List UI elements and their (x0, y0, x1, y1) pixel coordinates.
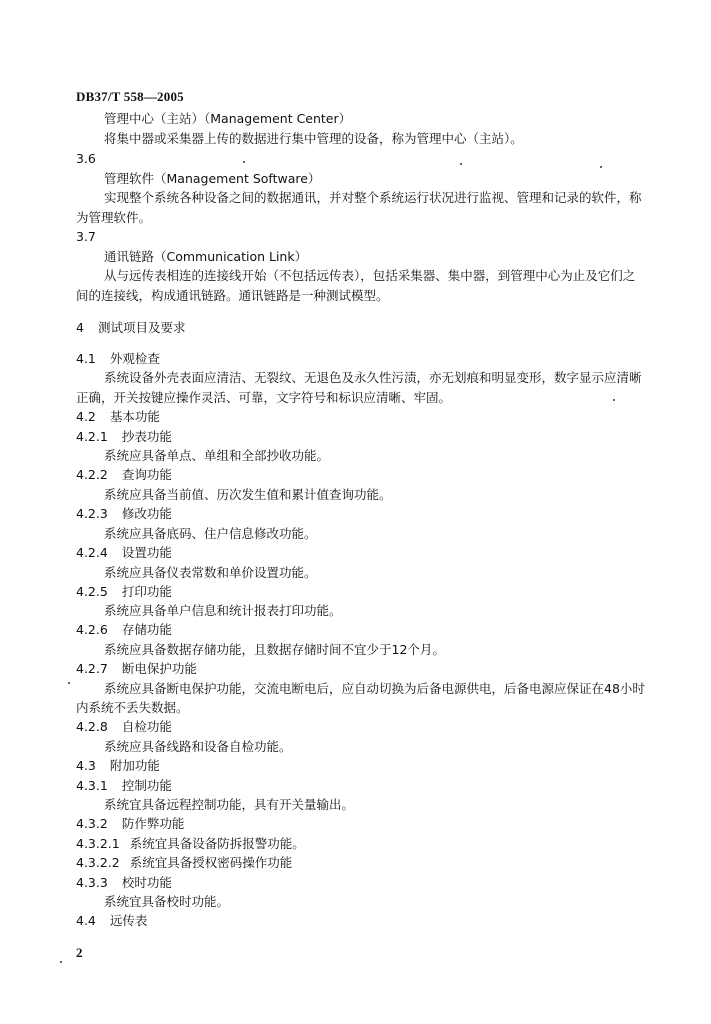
clause-title: 校时功能 (121, 875, 172, 890)
clause-number: 4.2.4 (76, 545, 108, 560)
clause-number: 4.2.5 (76, 584, 108, 599)
definition-management-center: 将集中器或采集器上传的数据进行集中管理的设备，称为管理中心（主站）。 (104, 131, 523, 146)
clause-4-2-3-text: 系统应具备底码、住户信息修改功能。 (104, 526, 317, 541)
definition-communication-link-line2: 间的连接线，构成通讯链路。通讯链路是一种测试模型。 (76, 288, 389, 303)
clause-4-3-2-2 (76, 855, 292, 871)
clause-4-2-5-text: 系统应具备单户信息和统计报表打印功能。 (104, 603, 342, 618)
clause-4-3-2-1 (76, 836, 305, 852)
section-number: 4 (76, 320, 84, 335)
clause-number: 4.2.7 (76, 661, 108, 676)
section-4-heading (76, 320, 185, 336)
clause-title: 修改功能 (121, 506, 172, 521)
clause-4-2-6-text: 系统应具备数据存储功能，且数据存储时间不宜少于12个月。 (104, 642, 445, 657)
clause-4-2-7-heading (76, 661, 197, 677)
clause-title: 设置功能 (121, 545, 172, 560)
clause-title: 控制功能 (121, 778, 172, 793)
clause-number: 4.3.2.1 (76, 836, 120, 851)
clause-number: 4.2.2 (76, 467, 108, 482)
clause-4-1-heading (76, 351, 160, 367)
clause-4-4-heading (76, 913, 147, 929)
clause-4-2-8-heading (76, 719, 172, 735)
clause-4-3-3-heading (76, 875, 172, 891)
clause-title: 打印功能 (121, 584, 172, 599)
clause-title: 断电保护功能 (121, 661, 197, 676)
clause-title: 存储功能 (121, 622, 172, 637)
term-management-center: 管理中心（主站）（Management Center） (104, 111, 352, 126)
clause-title: 附加功能 (109, 758, 160, 773)
scan-speck (600, 166, 602, 168)
clause-number: 4.3.3 (76, 875, 108, 890)
clause-title: 外观检查 (109, 351, 160, 366)
clause-number: 4.2 (76, 409, 96, 424)
scan-speck (60, 961, 62, 963)
clause-4-2-8-text: 系统应具备线路和设备自检功能。 (104, 739, 292, 754)
clause-number: 4.3.2 (76, 816, 108, 831)
clause-4-2-4-heading (76, 545, 172, 561)
document-code: DB37/T 558—2005 (76, 89, 184, 104)
clause-title: 远传表 (109, 913, 148, 928)
page-number: 2 (76, 945, 83, 960)
clause-number: 4.2.3 (76, 506, 108, 521)
clause-title: 自检功能 (121, 719, 172, 734)
clause-text: 系统宜具备授权密码操作功能 (129, 855, 293, 870)
clause-4-2-3-heading (76, 506, 172, 522)
definition-management-software-line2: 为管理软件。 (76, 210, 152, 225)
clause-4-3-3-text: 系统宜具备校时功能。 (104, 894, 230, 909)
clause-4-2-7-text-line2: 内系统不丢失数据。 (76, 700, 189, 715)
clause-4-2-4-text: 系统应具备仪表常数和单价设置功能。 (104, 565, 317, 580)
definition-communication-link-line1: 从与远传表相连的连接线开始（不包括远传表），包括采集器、集中器，到管理中心为止及它们之 (104, 268, 636, 283)
clause-number: 4.3.2.2 (76, 855, 120, 870)
clause-number-3-6: 3.6 (76, 151, 96, 166)
clause-number: 4.2.8 (76, 719, 108, 734)
clause-4-2-2-heading (76, 467, 172, 483)
clause-4-1-text-line1: 系统设备外壳表面应清洁、无裂纹、无退色及永久性污渍，亦无划痕和明显变形，数字显示应清晰 (104, 370, 642, 385)
clause-title: 查询功能 (121, 467, 172, 482)
clause-text: 系统宜具备设备防拆报警功能。 (129, 836, 305, 851)
clause-4-3-heading (76, 758, 160, 774)
clause-4-2-1-heading (76, 429, 172, 445)
clause-title: 抄表功能 (121, 429, 172, 444)
clause-4-3-1-heading (76, 778, 172, 794)
clause-number: 4.1 (76, 351, 96, 366)
clause-4-2-1-text: 系统应具备单点、单组和全部抄收功能。 (104, 448, 330, 463)
section-title: 测试项目及要求 (97, 320, 186, 335)
clause-number: 4.2.1 (76, 429, 108, 444)
term-management-software: 管理软件（Management Software） (104, 171, 321, 186)
term-communication-link: 通讯链路（Communication Link） (104, 249, 308, 264)
clause-4-2-heading (76, 409, 160, 425)
scan-speck (243, 161, 245, 163)
definition-management-software-line1: 实现整个系统各种设备之间的数据通讯，并对整个系统运行状况进行监视、管理和记录的软件，称 (104, 190, 642, 205)
clause-4-3-1-text: 系统宜具备远程控制功能，具有开关量输出。 (104, 797, 355, 812)
clause-4-3-2-heading (76, 816, 184, 832)
clause-4-2-5-heading (76, 584, 172, 600)
clause-4-2-2-text: 系统应具备当前值、历次发生值和累计值查询功能。 (104, 487, 392, 502)
scan-speck (460, 163, 462, 165)
clause-number: 4.2.6 (76, 622, 108, 637)
clause-number: 4.4 (76, 913, 96, 928)
clause-4-1-text-line2: 正确，开关按键应操作灵活、可靠，文字符号和标识应清晰、牢固。 (76, 390, 452, 405)
clause-title: 基本功能 (109, 409, 160, 424)
clause-number: 4.3.1 (76, 778, 108, 793)
clause-4-2-7-text-line1: 系统应具备断电保护功能，交流电断电后，应自动切换为后备电源供电，后备电源应保证在48小时 (104, 681, 645, 696)
clause-title: 防作弊功能 (121, 816, 185, 831)
clause-number-3-7: 3.7 (76, 229, 96, 244)
clause-number: 4.3 (76, 758, 96, 773)
scan-speck (613, 399, 615, 401)
clause-4-2-6-heading (76, 622, 172, 638)
scan-speck (68, 682, 70, 684)
